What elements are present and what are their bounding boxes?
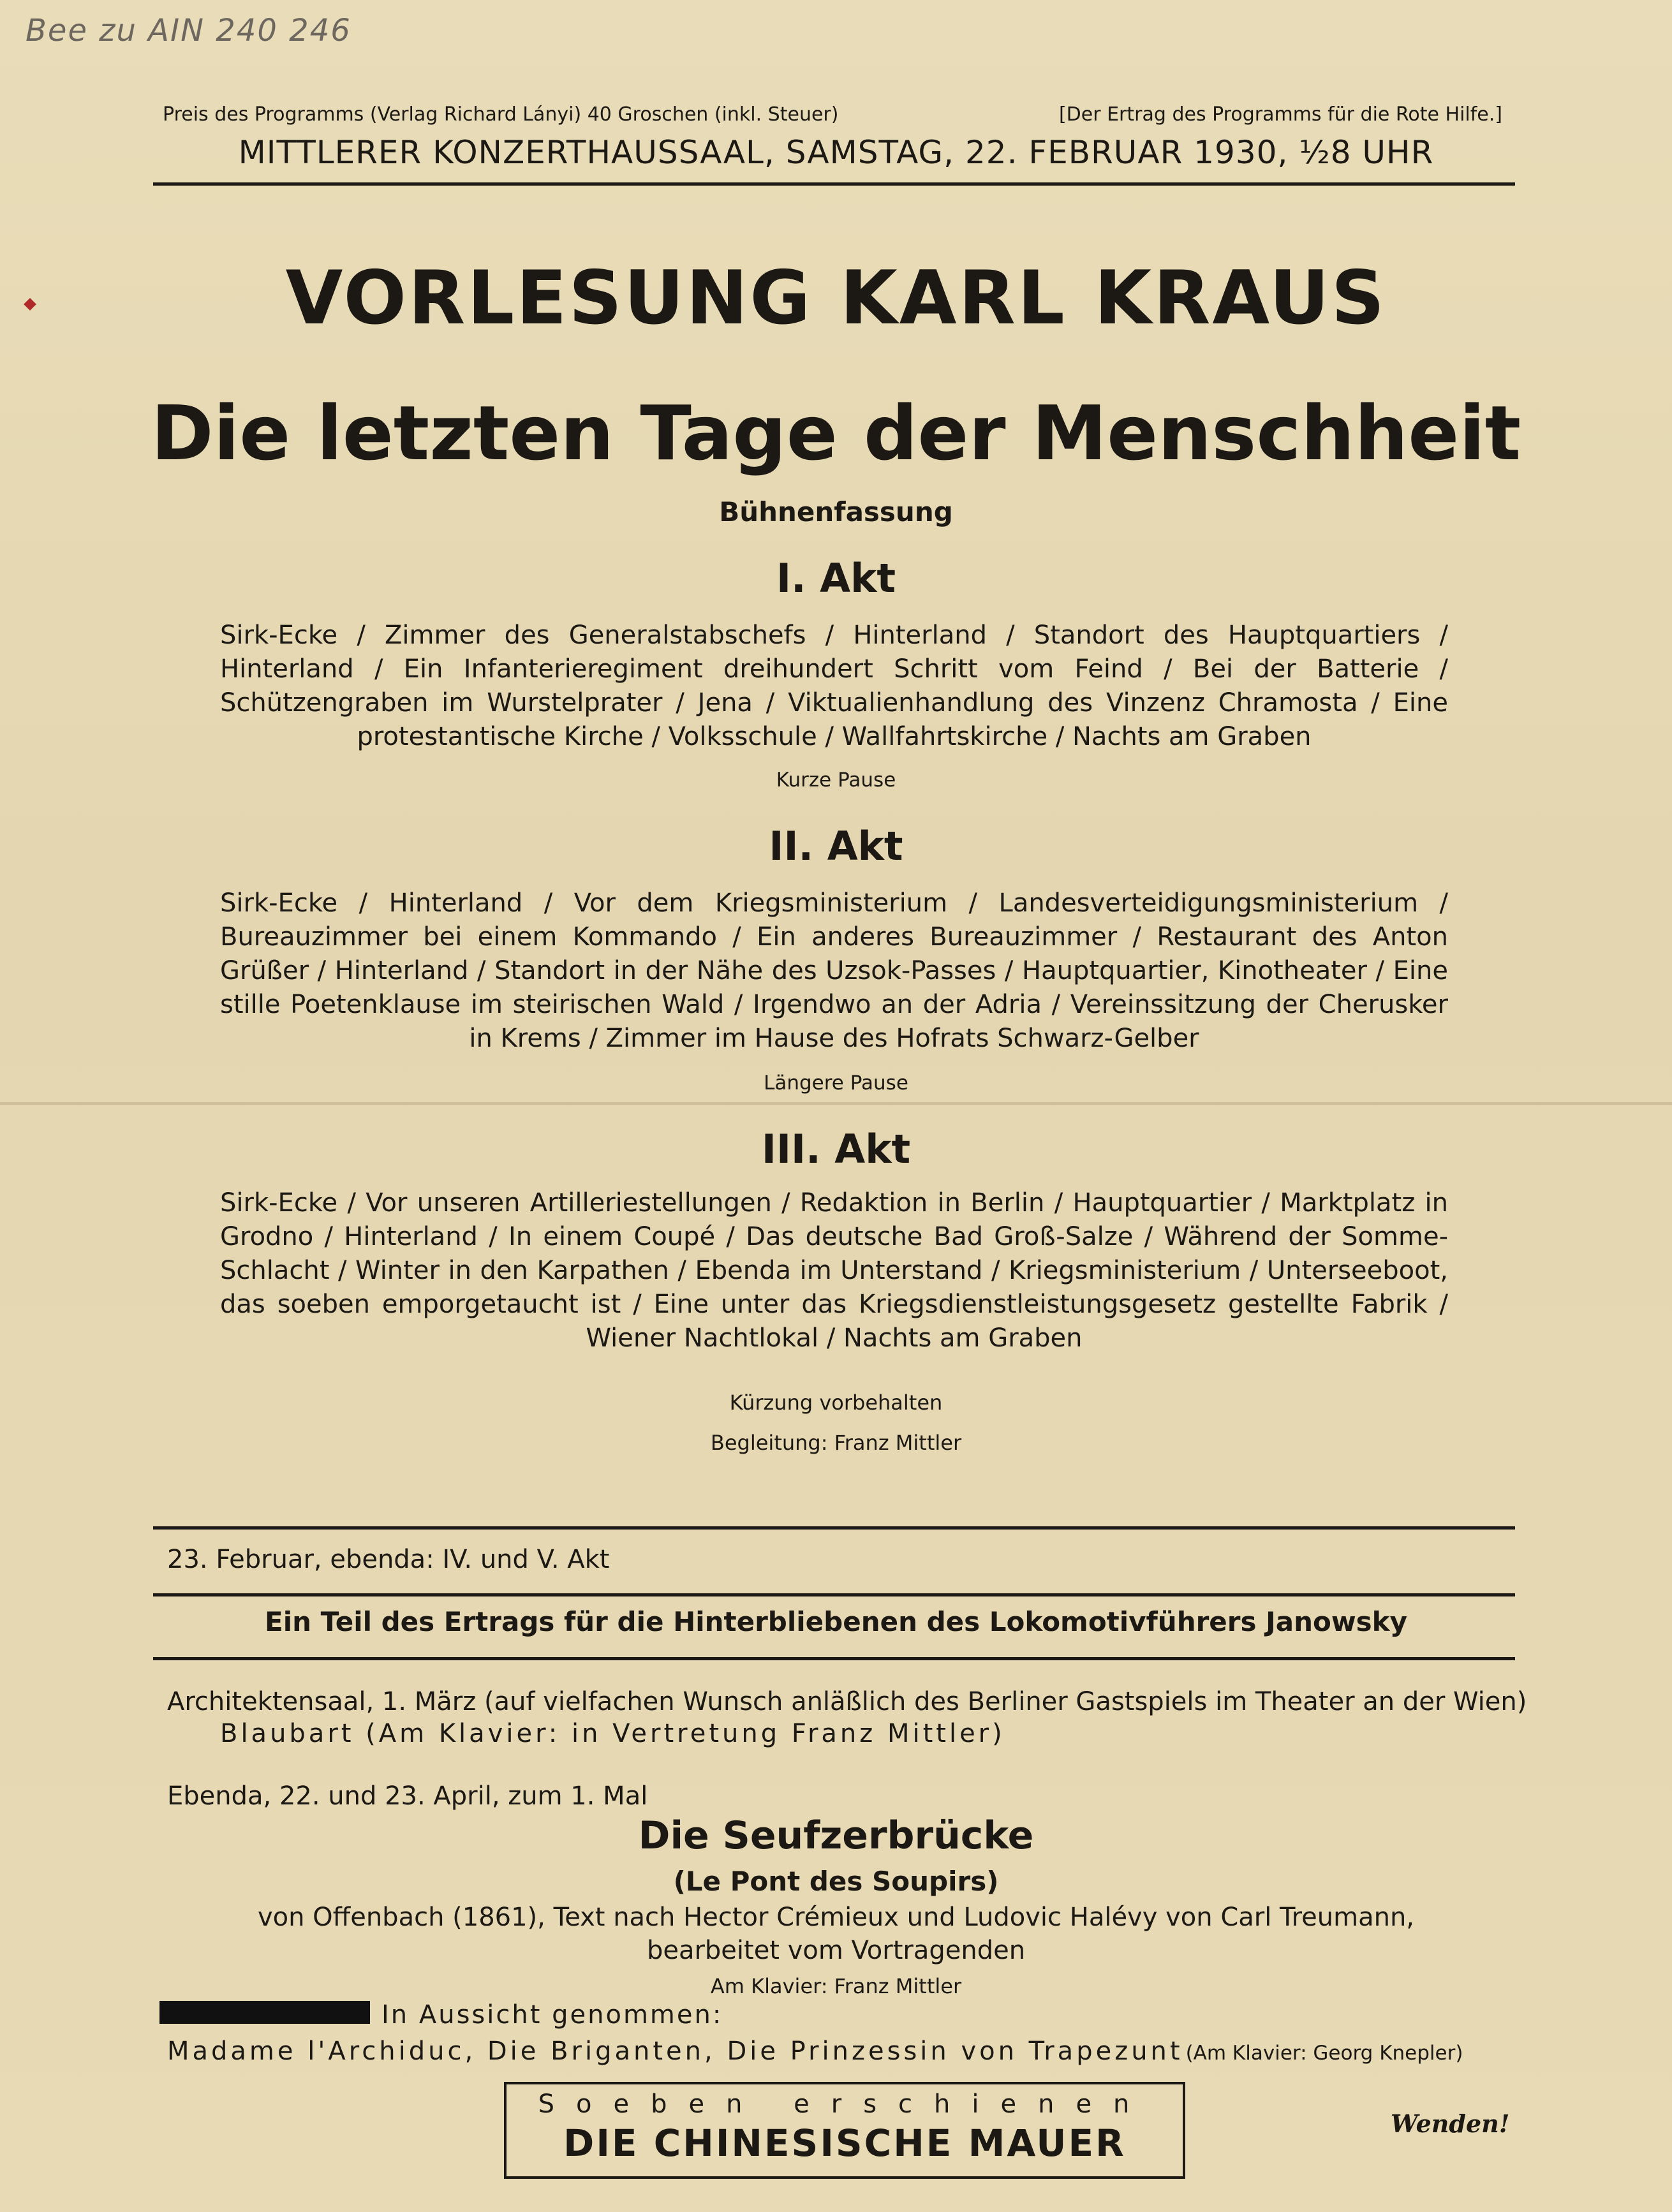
header-rule [153,182,1515,186]
redaction-bar [159,2001,370,2024]
prospect-piano: (Am Klavier: Georg Knepler) [1185,2042,1463,2065]
event-blaubart: Blaubart (Am Klavier: in Vertretung Franz Mittler) [220,1719,1005,1748]
subtitle: Bühnenfassung [719,496,953,527]
act-3-heading: III. Akt [761,1126,911,1172]
play-title: Die letzten Tage der Menschheit [151,389,1521,477]
seufzer-credits-2: bearbeitet vom Vortragenden [646,1936,1026,1965]
fold-crease [0,1102,1672,1105]
event-architektensaal: Architektensaal, 1. März (auf vielfachen Wunsch anläßlich des Berliner Gastspiels im Theater an der Wien) [167,1687,1527,1716]
seufzer-piano: Am Klavier: Franz Mittler [710,1974,962,1998]
page-title: VORLESUNG KARL KRAUS [285,255,1387,341]
act-1-scenes: Sirk-Ecke / Zimmer des Generalstabschefs / Hinterland / Standort des Hauptquartiers / Hinterland / Ein Infanterieregiment dreihundert Schritt vom Feind / Bei der Batterie / Schützengraben im Wurstelprater / Jena / Viktualienhandlung des Vinzenz Chramosta / Eine protestantische Kirche / Volksschule / Wallfahrtskirche / Nachts am Graben [220,621,1448,751]
prospect-line [167,2037,1520,2066]
box-line-1: Soeben erschienen [538,2090,1151,2119]
cut-note: Kürzung vorbehalten [729,1390,943,1415]
price-note: Preis des Programms (Verlag Richard Lányi) 40 Groschen (inkl. Steuer) [163,103,839,126]
act-2-heading: II. Akt [769,823,903,869]
rule-2 [153,1526,1515,1530]
venue-line: MITTLERER KONZERTHAUSSAAL, SAMSTAG, 22. FEBRUAR 1930, ½8 UHR [238,134,1434,171]
act-1-pause: Kurze Pause [776,769,896,792]
act-2-scenes: Sirk-Ecke / Hinterland / Vor dem Kriegsministerium / Landesverteidigungsministerium / Bureauzimmer bei einem Kommando / Ein anderes Bureauzimmer / Restaurant des Anton Grüßer / Hinterland / Standort in der Nähe des Uzsok-Passes / Hauptquartier, Kinotheater / Eine stille Poetenklause im steirischen Wald / Irgendwo an der Adria / Vereinssitzung der Cherusker in Krems / Zimmer im Hause des Hofrats Schwarz-Gelber [220,888,1448,1053]
event-april: Ebenda, 22. und 23. April, zum 1. Mal [167,1781,648,1811]
rule-3 [153,1593,1515,1596]
act-2-pause: Längere Pause [764,1072,908,1095]
prospect-label: In Aussicht genommen: [381,2000,723,2030]
seufzer-title: Die Seufzerbrücke [638,1813,1034,1858]
prospect-works: Madame l'Archiduc, Die Briganten, Die Prinzessin von Trapezunt [167,2037,1183,2066]
act-1-heading: I. Akt [776,555,896,601]
proceeds-note: [Der Ertrag des Programms für die Rote Hilfe.] [1058,103,1502,126]
accompaniment: Begleitung: Franz Mittler [710,1431,962,1455]
turn-over-note: Wenden! [1391,2109,1510,2138]
seufzer-original: (Le Pont des Soupirs) [673,1866,999,1897]
pencil-annotation: Bee zu AIN 240 246 [26,13,351,48]
box-line-2: DIE CHINESISCHE MAUER [563,2121,1126,2165]
act-3-scenes: Sirk-Ecke / Vor unseren Artilleriestellungen / Redaktion in Berlin / Hauptquartier / Marktplatz in Grodno / Hinterland / In einem Coupé / Das deutsche Bad Groß-Salze / Während der Somme-Schlacht / Winter in den Karpathen / Ebenda im Unterstand / Kriegsministerium / Unterseeboot, das soeben emporgetaucht ist / Eine unter das Kriegsdienstleistungsgesetz gestellte Fabrik / Wiener Nachtlokal / Nachts am Graben [220,1188,1448,1353]
rule-4 [153,1657,1515,1660]
seufzer-credits-1: von Offenbach (1861), Text nach Hector Crémieux und Ludovic Halévy von Carl Treumann, [257,1903,1415,1932]
next-date: 23. Februar, ebenda: IV. und V. Akt [167,1545,610,1574]
proceeds-share: Ein Teil des Ertrags für die Hinterbliebenen des Lokomotivführers Janowsky [265,1606,1407,1637]
announcement-box [504,2082,1185,2179]
